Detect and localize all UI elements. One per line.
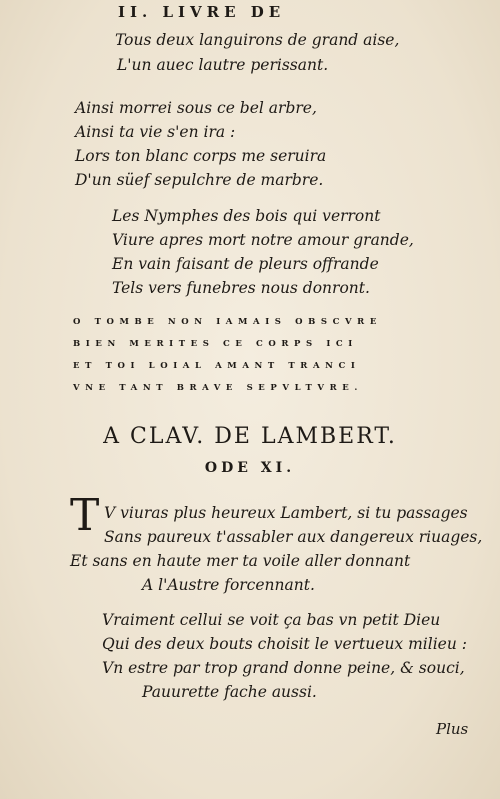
verse-line: Ainsi morrei sous ce bel arbre,: [75, 99, 317, 117]
epitaph-line: ET TOI LOIAL AMANT TRANCI: [73, 361, 361, 371]
epitaph-line: VNE TANT BRAVE SEPVLTVRE.: [73, 383, 363, 393]
catchword: Plus: [436, 720, 469, 738]
verse-line: L'un auec lautre perissant.: [117, 56, 329, 74]
verse-line: Vraiment cellui se voit ça bas vn petit Dieu: [102, 611, 441, 629]
epitaph-line: O TOMBE NON IAMAIS OBSCVRE: [73, 317, 382, 327]
verse-line: Sans paureux t'assabler aux dangereux riuages,: [104, 528, 483, 546]
verse-line: Tous deux languirons de grand aise,: [115, 31, 400, 49]
verse-line: Lors ton blanc corps me seruira: [75, 147, 327, 165]
ode-title: A CLAV. DE LAMBERT.: [103, 424, 397, 449]
epitaph-line: BIEN MERITES CE CORPS ICI: [73, 339, 358, 349]
verse-line: En vain faisant de pleurs offrande: [112, 255, 379, 273]
running-head: II. LIVRE DE: [118, 3, 286, 21]
verse-line: Vn estre par trop grand donne peine, & souci,: [102, 659, 465, 677]
verse-line: Pauurette fache aussi.: [142, 683, 317, 701]
verse-line: A l'Austre forcennant.: [142, 576, 315, 594]
drop-cap: T: [70, 490, 100, 541]
verse-line: Tels vers funebres nous donront.: [112, 279, 370, 297]
verse-line: Et sans en haute mer ta voile aller donnant: [70, 552, 411, 570]
verse-line: Qui des deux bouts choisit le vertueux milieu :: [102, 635, 467, 653]
verse-line: Viure apres mort notre amour grande,: [112, 231, 414, 249]
verse-line: Ainsi ta vie s'en ira :: [75, 123, 236, 141]
verse-line: V viuras plus heureux Lambert, si tu passages: [104, 504, 468, 522]
ode-number: ODE XI.: [204, 460, 296, 476]
verse-line: D'un süef sepulchre de marbre.: [75, 171, 324, 189]
verse-line: Les Nymphes des bois qui verront: [112, 207, 381, 225]
